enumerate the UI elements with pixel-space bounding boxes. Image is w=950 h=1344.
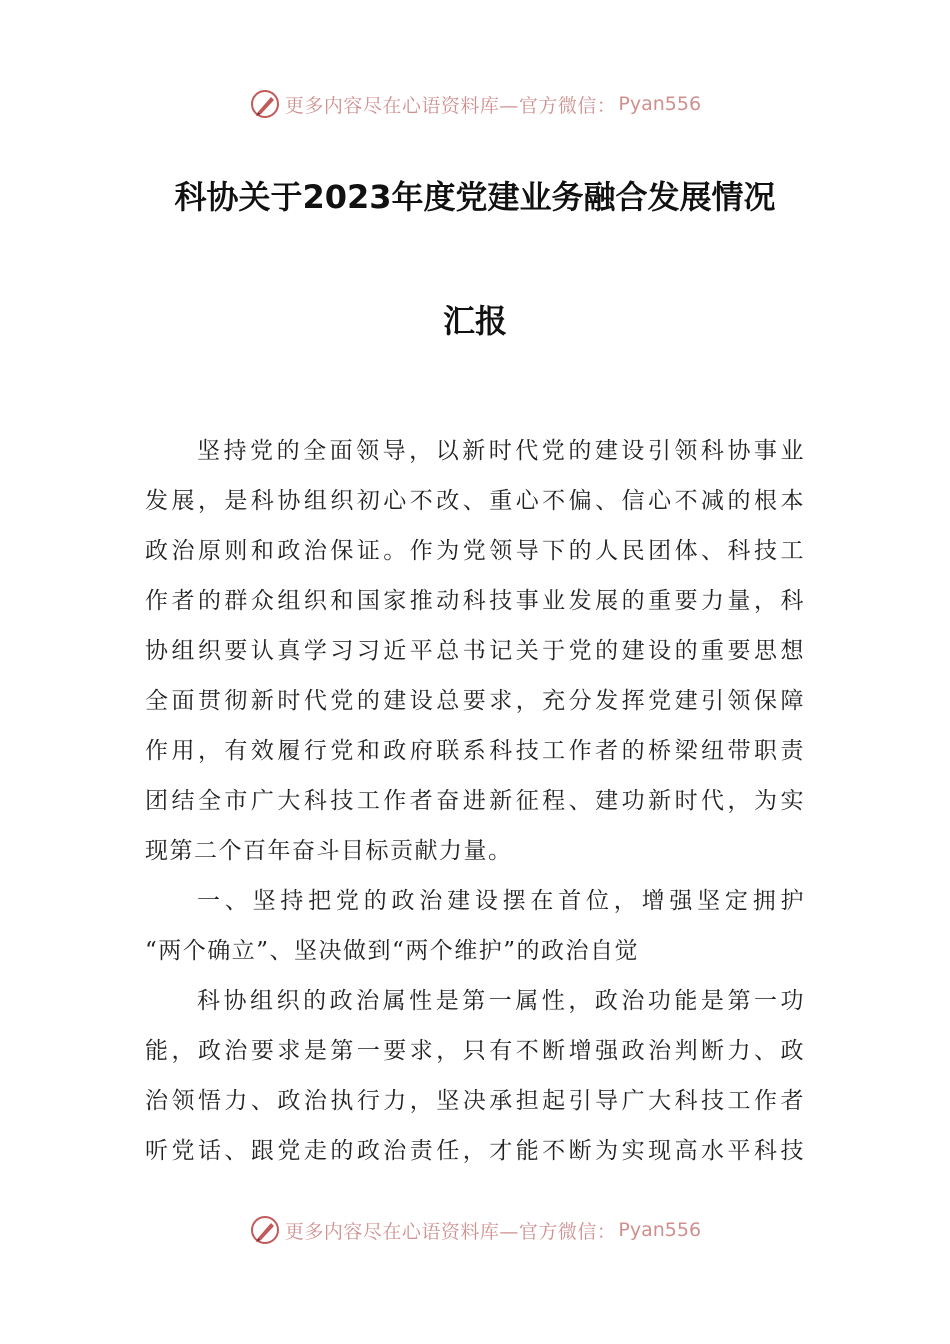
body-line: 全面贯彻新时代党的建设总要求，充分发挥党建引领保障 (145, 688, 805, 714)
pen-logo-icon (249, 1214, 281, 1246)
body-line: 科协组织的政治属性是第一属性，政治功能是第一功 (197, 988, 805, 1014)
section-heading-line: “两个确立”、坚决做到“两个维护”的政治自觉 (145, 938, 640, 964)
watermark-text: 更多内容尽在心语资料库—官方微信： (284, 1220, 617, 1243)
pen-logo-icon (249, 88, 281, 120)
watermark-header (0, 84, 950, 124)
watermark-text: 更多内容尽在心语资料库—官方微信： (284, 94, 617, 117)
watermark-id: Pyan556 (618, 93, 702, 115)
body-line: 发展，是科协组织初心不改、重心不偏、信心不减的根本 (145, 488, 805, 514)
document-title-line1: 科协关于2023年度党建业务融合发展情况 (174, 178, 776, 216)
body-line: 作者的群众组织和国家推动科技事业发展的重要力量，科 (145, 588, 805, 614)
watermark-footer (0, 1210, 950, 1250)
body-line: 能，政治要求是第一要求，只有不断增强政治判断力、政 (145, 1038, 805, 1064)
document-title-line2: 汇报 (442, 302, 507, 340)
document-body (145, 426, 805, 1176)
body-line: 听党话、跟党走的政治责任，才能不断为实现高水平科技 (145, 1138, 805, 1164)
body-line: 团结全市广大科技工作者奋进新征程、建功新时代，为实 (145, 788, 805, 814)
section-heading-line: 一、坚持把党的政治建设摆在首位，增强坚定拥护 (197, 888, 805, 914)
body-line: 坚持党的全面领导，以新时代党的建设引领科协事业 (197, 438, 805, 464)
body-line: 协组织要认真学习习近平总书记关于党的建设的重要思想 (145, 638, 805, 664)
body-line: 作用，有效履行党和政府联系科技工作者的桥梁纽带职责 (145, 738, 805, 764)
body-line: 现第二个百年奋斗目标贡献力量。 (145, 838, 513, 864)
body-line: 治领悟力、政治执行力，坚决承担起引导广大科技工作者 (145, 1088, 805, 1114)
watermark-id: Pyan556 (618, 1219, 702, 1241)
body-line: 政治原则和政治保证。作为党领导下的人民团体、科技工 (145, 538, 805, 564)
